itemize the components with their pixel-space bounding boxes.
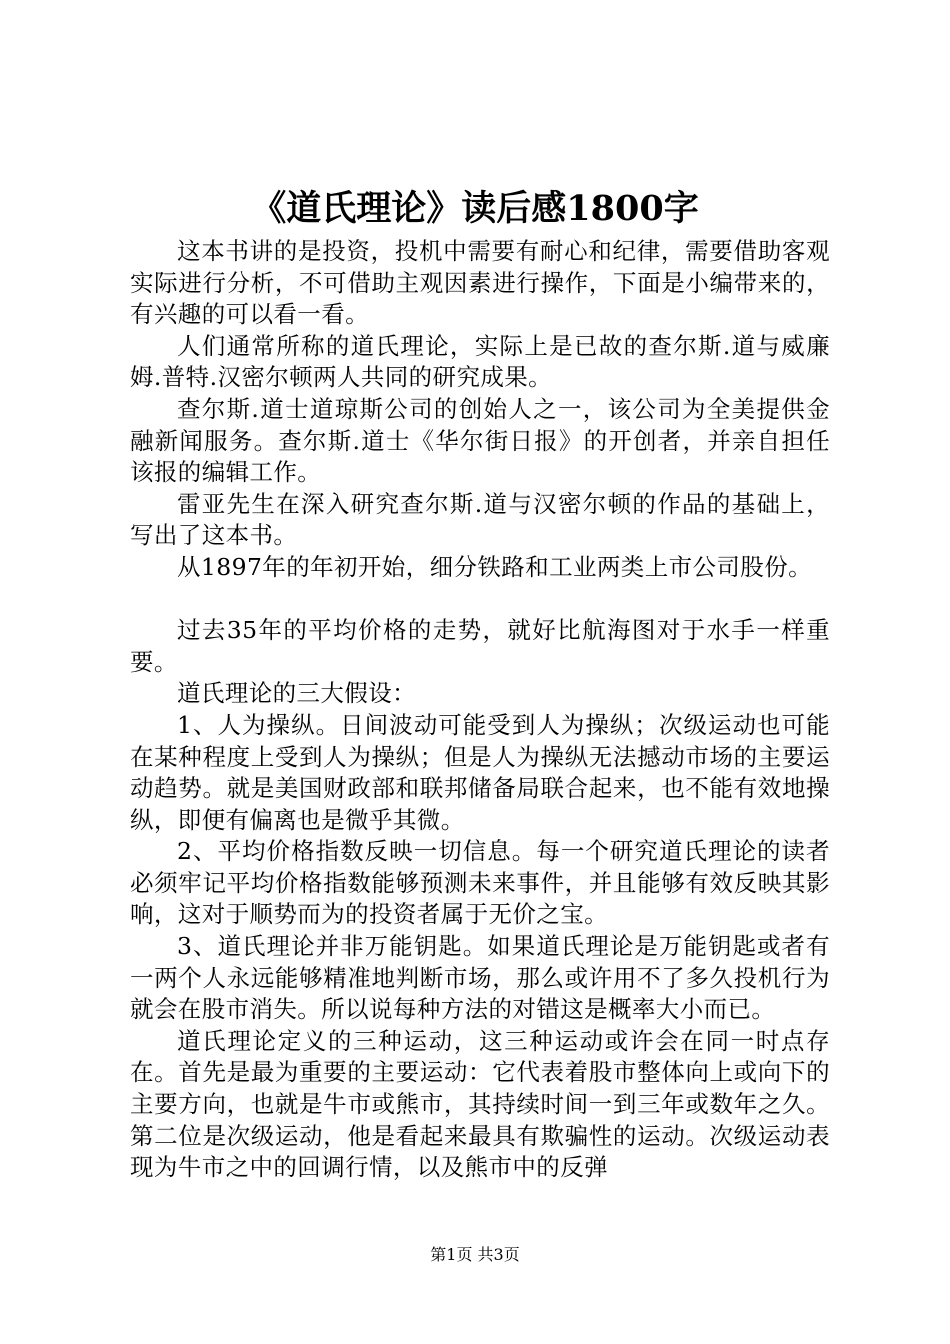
document-body bbox=[130, 236, 830, 1184]
paragraph-three-movements: 道氏理论定义的三种运动，这三种运动或许会在同一时点存在。首先是最为重要的主要运动：它代表着股市整体向上或向下的主要方向，也就是牛市或熊市，其持续时间一到三年或数年之久。第二位是次级运动，他是看起来最具有欺骗性的运动。次级运动表现为牛市之中的回调行情，以及熊市中的反弹 bbox=[130, 1026, 830, 1182]
paragraph-hypothesis-2: 2、平均价格指数反映一切信息。每一个研究道氏理论的读者必须牢记平均价格指数能够预测未来事件，并且能够有效反映其影响，这对于顺势而为的投资者属于无价之宝。 bbox=[130, 837, 830, 929]
paragraph-35-years: 过去35年的平均价格的走势，就好比航海图对于水手一样重要。 bbox=[130, 616, 830, 676]
paragraph-1897: 从1897年的年初开始，细分铁路和工业两类上市公司股份。 bbox=[177, 552, 813, 581]
paragraph-three-hypotheses: 道氏理论的三大假设： bbox=[177, 679, 416, 708]
paragraph-intro: 这本书讲的是投资，投机中需要有耐心和纪律，需要借助客观实际进行分析，不可借助主观因素进行操作，下面是小编带来的，有兴趣的可以看一看。 bbox=[130, 237, 830, 329]
paragraph-charles-dow: 查尔斯.道士道琼斯公司的创始人之一，该公司为全美提供金融新闻服务。查尔斯.道士《华尔街日报》的开创者，并亲自担任该报的编辑工作。 bbox=[130, 394, 830, 487]
paragraph-hypothesis-1: 1、人为操纵。日间波动可能受到人为操纵；次级运动也可能在某种程度上受到人为操纵；但是人为操纵无法撼动市场的主要运动趋势。就是美国财政部和联邦储备局联合起来，也不能有效地操纵，即便有偏离也是微乎其微。 bbox=[130, 710, 830, 834]
paragraph-hypothesis-3: 3、道氏理论并非万能钥匙。如果道氏理论是万能钥匙或者有一两个人永远能够精准地判断市场，那么或许用不了多久投机行为就会在股市消失。所以说每种方法的对错这是概率大小而已。 bbox=[130, 932, 830, 1024]
blank-line bbox=[130, 584, 830, 616]
paragraph-rhea: 雷亚先生在深入研究查尔斯.道与汉密尔顿的作品的基础上，写出了这本书。 bbox=[130, 489, 830, 550]
paragraph-dow-theory-origin: 人们通常所称的道氏理论，实际上是已故的查尔斯.道与威廉姆.普特.汉密尔顿两人共同的研究成果。 bbox=[130, 331, 830, 392]
page-footer: 第1页 共3页 bbox=[430, 1245, 520, 1264]
document-title: 《道氏理论》读后感1800字 bbox=[251, 188, 699, 229]
